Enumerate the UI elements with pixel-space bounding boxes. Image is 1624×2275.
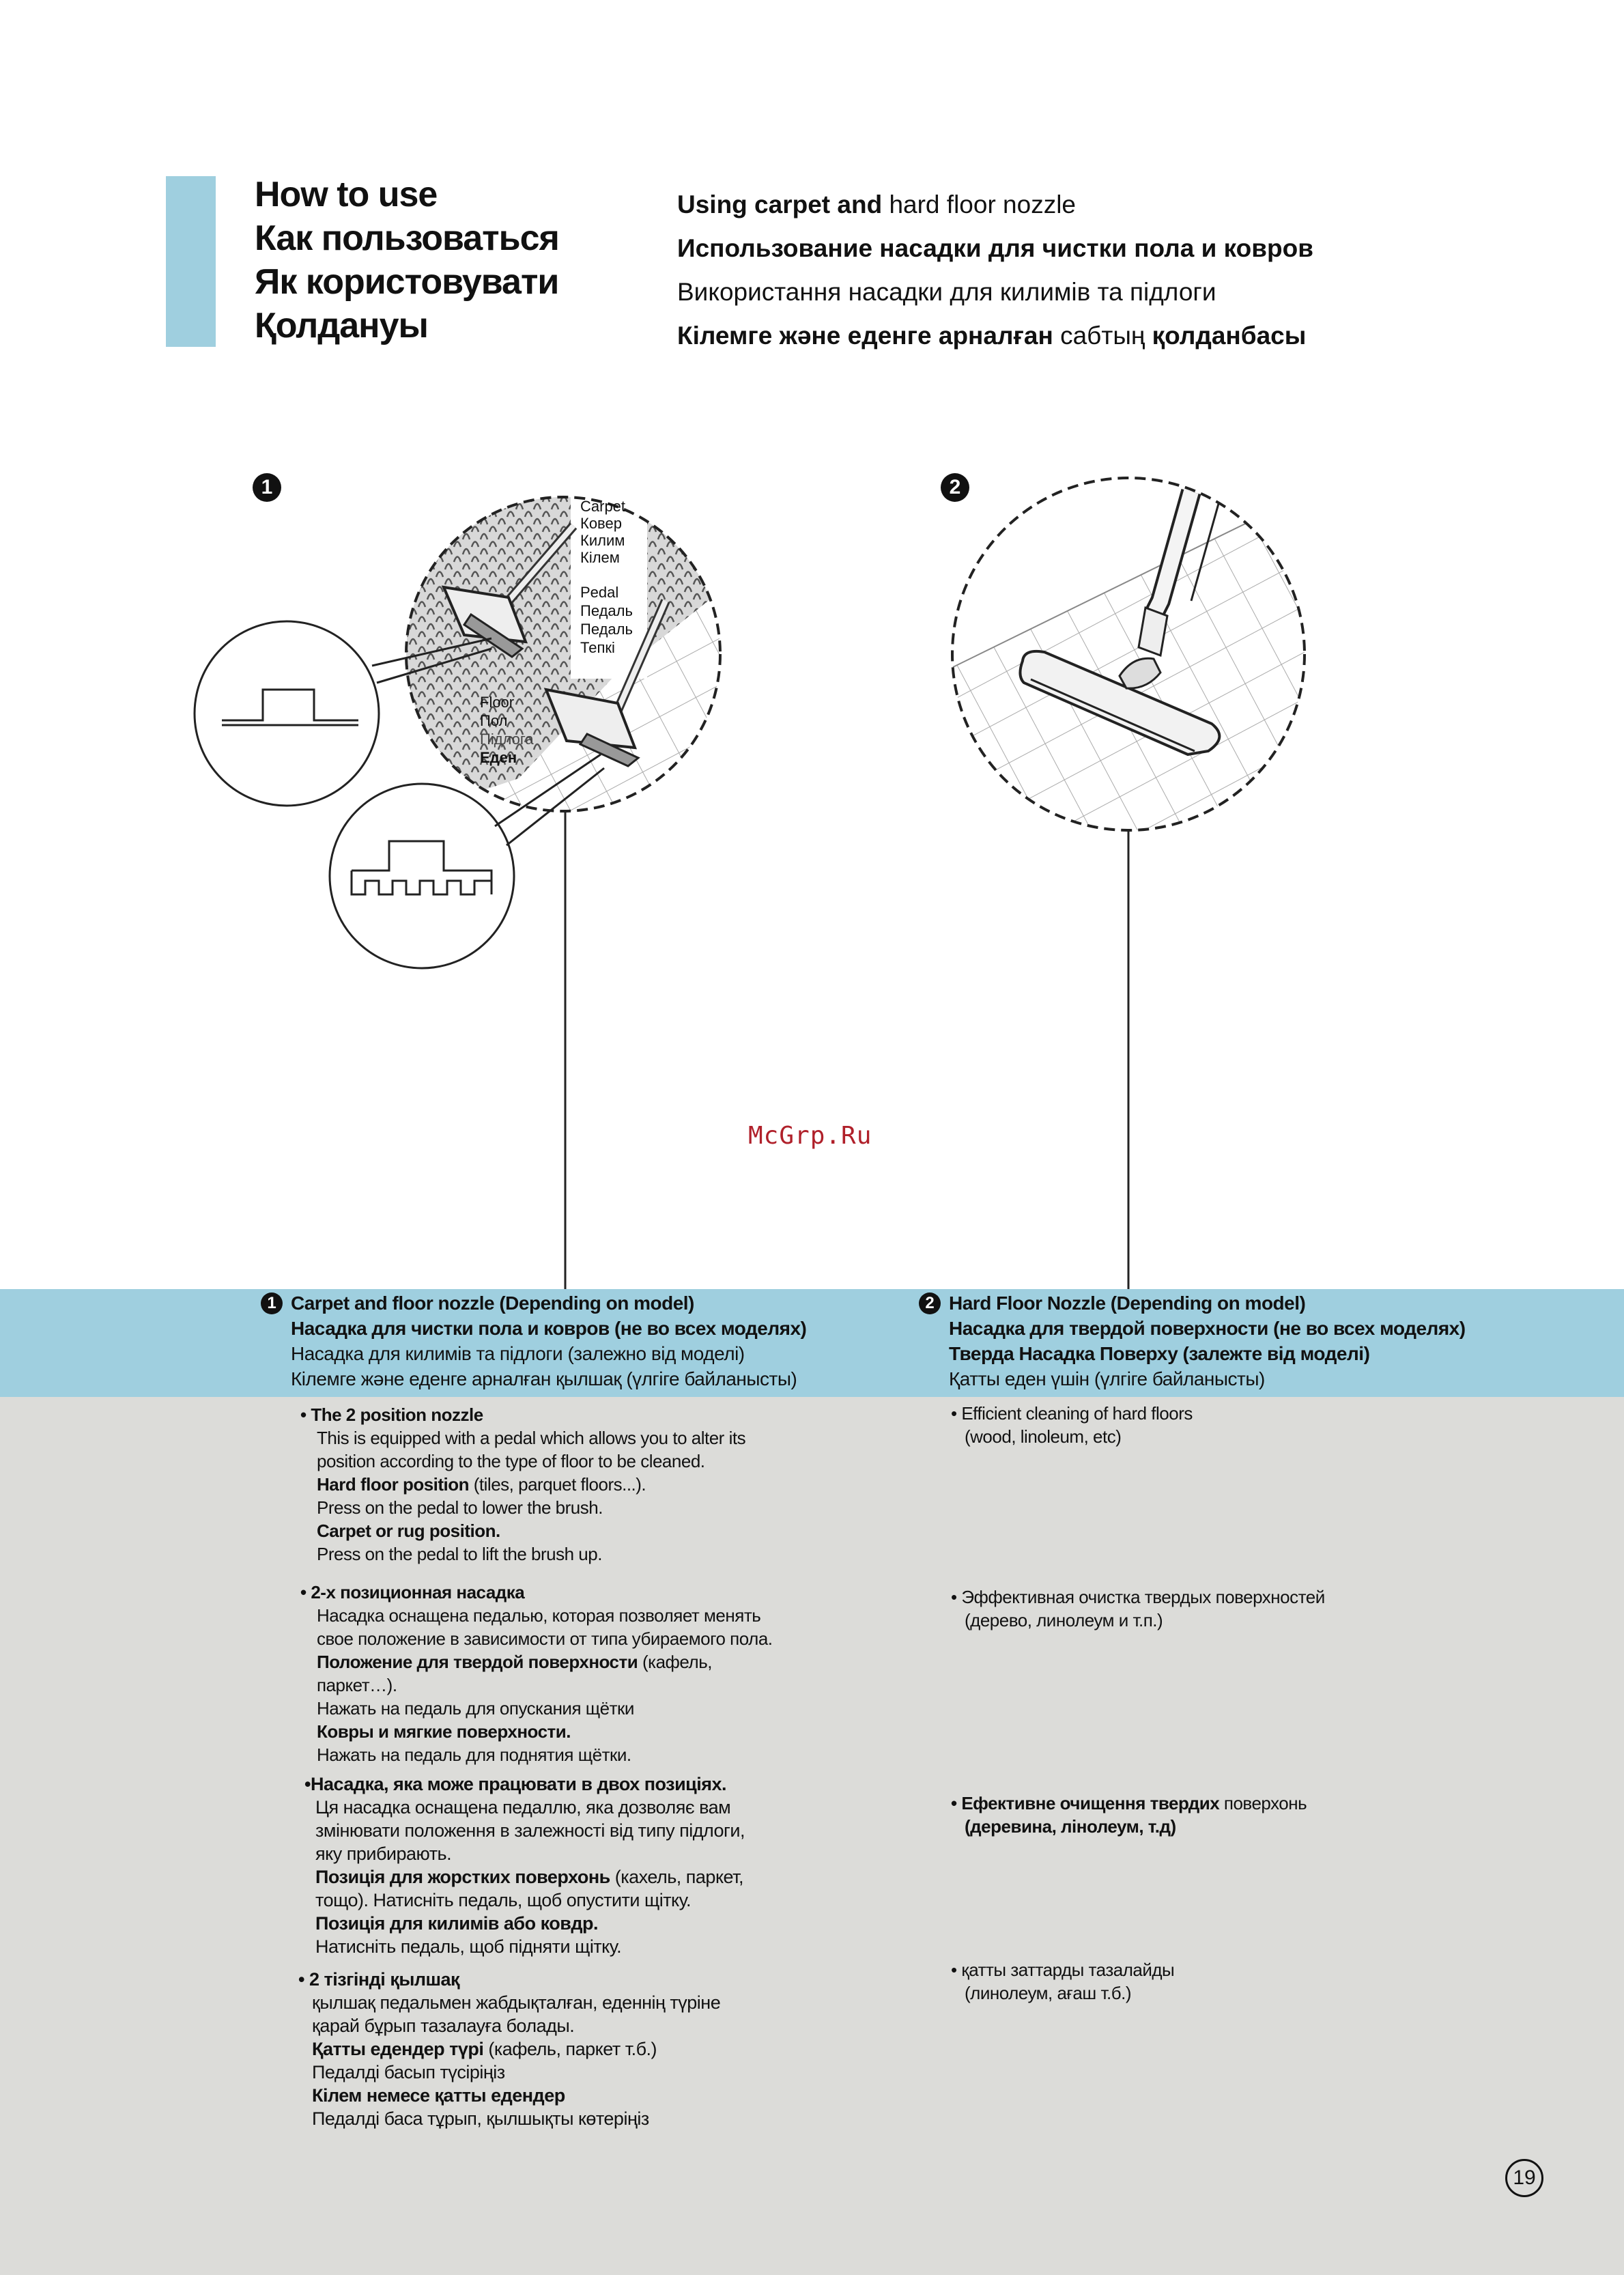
band-right-column <box>919 1290 1466 1391</box>
left-uk-line: Позиція для килимів або ковдр. <box>315 1913 598 1934</box>
label-floor-uk: Підлога <box>480 731 534 748</box>
band-right-line-en: Hard Floor Nozzle (Depending on model) <box>949 1292 1306 1314</box>
page-title-uk: Як користовувати <box>255 262 559 302</box>
left-ru-line: свое положение в зависимости от типа убираемого пола. <box>317 1628 773 1649</box>
left-uk-rest: (кахель, паркет, <box>610 1867 744 1887</box>
left-kk-bold: Қатты едендер түрі <box>312 2039 484 2059</box>
left-en-line: position according to the type of floor to be cleaned. <box>317 1451 705 1471</box>
label-pedal-uk: Педаль <box>580 621 633 638</box>
figure-1-number: 1 <box>253 473 281 502</box>
right-ru-line: (дерево, линолеум и т.п.) <box>965 1610 1163 1630</box>
label-pedal-en: Pedal <box>580 584 619 601</box>
left-kk-line: Кілем немесе қатты едендер <box>312 2085 565 2106</box>
hard-floor-zoom-circle <box>949 478 1311 833</box>
subtitle-en-bold: Using carpet and <box>677 190 889 218</box>
band-right-line-kk: Қатты еден үшін (үлгіге байланысты) <box>949 1368 1265 1389</box>
left-ru-line <box>300 1650 773 1673</box>
right-uk-line <box>951 1792 1307 1815</box>
band-right-line-ru: Насадка для твердой поверхности (не во всех моделях) <box>949 1318 1466 1339</box>
label-pedal-ru: Педаль <box>580 602 633 619</box>
right-uk-rest: поверхонь <box>1223 1793 1307 1813</box>
subtitle-en-normal: hard floor nozzle <box>889 190 1076 218</box>
left-uk-title: •Насадка, яка може працювати в двох позиціях. <box>304 1774 727 1794</box>
left-en-bold: Hard floor position <box>317 1474 470 1495</box>
left-ru-line: Нажать на педаль для поднятия щётки. <box>317 1744 631 1765</box>
right-section-uk <box>951 1792 1307 1838</box>
right-uk-line: (деревина, лінолеум, т.д) <box>965 1816 1176 1837</box>
label-carpet-ru: Ковер <box>580 515 622 532</box>
right-section-ru <box>951 1585 1325 1632</box>
label-carpet-uk: Килим <box>580 532 625 549</box>
band-left-line-uk: Насадка для килимів та підлоги (залежно від моделі) <box>291 1343 745 1364</box>
left-en-line <box>300 1473 745 1496</box>
band-left-line-kk: Кілемге және еденге арналған қылшақ (үлгіге байланысты) <box>291 1368 797 1389</box>
left-en-rest: (tiles, parquet floors...). <box>469 1474 646 1495</box>
left-en-line: This is equipped with a pedal which allows you to alter its <box>317 1428 746 1448</box>
band-left-column <box>261 1290 806 1391</box>
left-uk-line: Натисніть педаль, щоб підняти щітку. <box>315 1936 622 1957</box>
content-background <box>0 1397 1624 2275</box>
label-floor-ru: Пол <box>480 712 508 729</box>
subtitle-kk-normal: сабтың <box>1060 322 1152 350</box>
band-right-number: 2 <box>919 1292 941 1314</box>
right-section-kk <box>951 1958 1174 2005</box>
left-kk-line: Педалді баса тұрып, қылшықты көтеріңіз <box>312 2108 649 2129</box>
right-en-line: • Efficient cleaning of hard floors <box>951 1403 1193 1424</box>
right-en-line: (wood, linoleum, etc) <box>965 1426 1122 1447</box>
left-ru-line: Ковры и мягкие поверхности. <box>317 1721 571 1742</box>
left-en-line: Press on the pedal to lift the brush up. <box>317 1544 602 1564</box>
watermark: McGrp.Ru <box>748 1122 872 1150</box>
left-uk-line: Ця насадка оснащена педаллю, яка дозволяє вам <box>315 1797 731 1818</box>
right-kk-line: • қатты заттарды тазалайды <box>951 1960 1175 1980</box>
left-kk-rest: (кафель, паркет т.б.) <box>483 2039 657 2059</box>
left-section-en <box>300 1403 745 1566</box>
left-section-ru <box>300 1581 773 1766</box>
left-uk-line: тощо). Натисніть педаль, щоб опустити щітку. <box>315 1890 691 1910</box>
left-uk-line: яку прибирають. <box>315 1843 452 1864</box>
left-en-title: • The 2 position nozzle <box>300 1404 483 1425</box>
carpet-floor-zoom-circle <box>396 492 737 819</box>
page-title-ru: Как пользоваться <box>255 218 559 258</box>
left-kk-line: Педалді басып түсіріңіз <box>312 2062 505 2082</box>
left-ru-line: Нажать на педаль для опускания щётки <box>317 1698 634 1719</box>
band-right-line-uk: Тверда Насадка Поверху (залежте від моделі) <box>949 1343 1370 1364</box>
left-ru-title: • 2-х позиционная насадка <box>300 1582 525 1602</box>
left-kk-title: • 2 тізгінді қылшақ <box>298 1969 460 1990</box>
band-left-line-ru: Насадка для чистки пола и ковров (не во всех моделях) <box>291 1318 807 1339</box>
subtitle-kk-bold: Кілемге және еденге арналған <box>677 322 1061 350</box>
right-kk-line: (линолеум, ағаш т.б.) <box>965 1983 1131 2003</box>
page-number: 19 <box>1505 2159 1543 2197</box>
left-uk-line <box>304 1865 745 1889</box>
subtitle-kk-bold2: қолданбасы <box>1152 322 1307 350</box>
page-title-en: How to use <box>255 175 438 214</box>
right-ru-line: • Эффективная очистка твердых поверхностей <box>951 1587 1325 1607</box>
right-section-en <box>951 1402 1193 1448</box>
left-kk-line: қылшақ педальмен жабдықталған, еденнің түріне <box>312 1992 721 2013</box>
left-ru-line: паркет…). <box>317 1675 397 1695</box>
band-left-number: 1 <box>261 1292 283 1314</box>
label-pedal-kk: Тепкі <box>580 639 615 656</box>
left-section-kk <box>298 1968 720 2130</box>
left-ru-bold: Положение для твердой поверхности <box>317 1652 638 1672</box>
left-en-line: Press on the pedal to lower the brush. <box>317 1497 603 1518</box>
label-floor-kk: Еден <box>480 749 517 766</box>
label-carpet-en: Carpet <box>580 498 626 515</box>
left-ru-line: Насадка оснащена педалью, которая позволяет менять <box>317 1605 761 1626</box>
left-uk-bold: Позиція для жорстких поверхонь <box>315 1867 610 1887</box>
subtitle-uk: Використання насадки для килимів та підлоги <box>677 278 1216 306</box>
band-left-line-en: Carpet and floor nozzle (Depending on model) <box>291 1292 694 1314</box>
left-section-uk <box>304 1772 745 1958</box>
left-kk-line: қарай бұрып тазалауға болады. <box>312 2016 575 2036</box>
figure-2-number: 2 <box>941 473 969 502</box>
left-en-line: Carpet or rug position. <box>317 1521 500 1541</box>
left-kk-line <box>298 2037 720 2061</box>
left-ru-rest: (кафель, <box>638 1652 712 1672</box>
subtitle-ru: Использование насадки для чистки пола и ковров <box>677 234 1313 262</box>
left-uk-line: змінювати положення в залежності від типу підлоги, <box>315 1820 745 1841</box>
page-title-kk: Қолдануы <box>255 306 428 345</box>
label-floor-en: Floor <box>480 694 515 711</box>
label-carpet-kk: Кілем <box>580 549 620 566</box>
right-uk-bold: • Ефективне очищення твердих <box>951 1793 1224 1813</box>
